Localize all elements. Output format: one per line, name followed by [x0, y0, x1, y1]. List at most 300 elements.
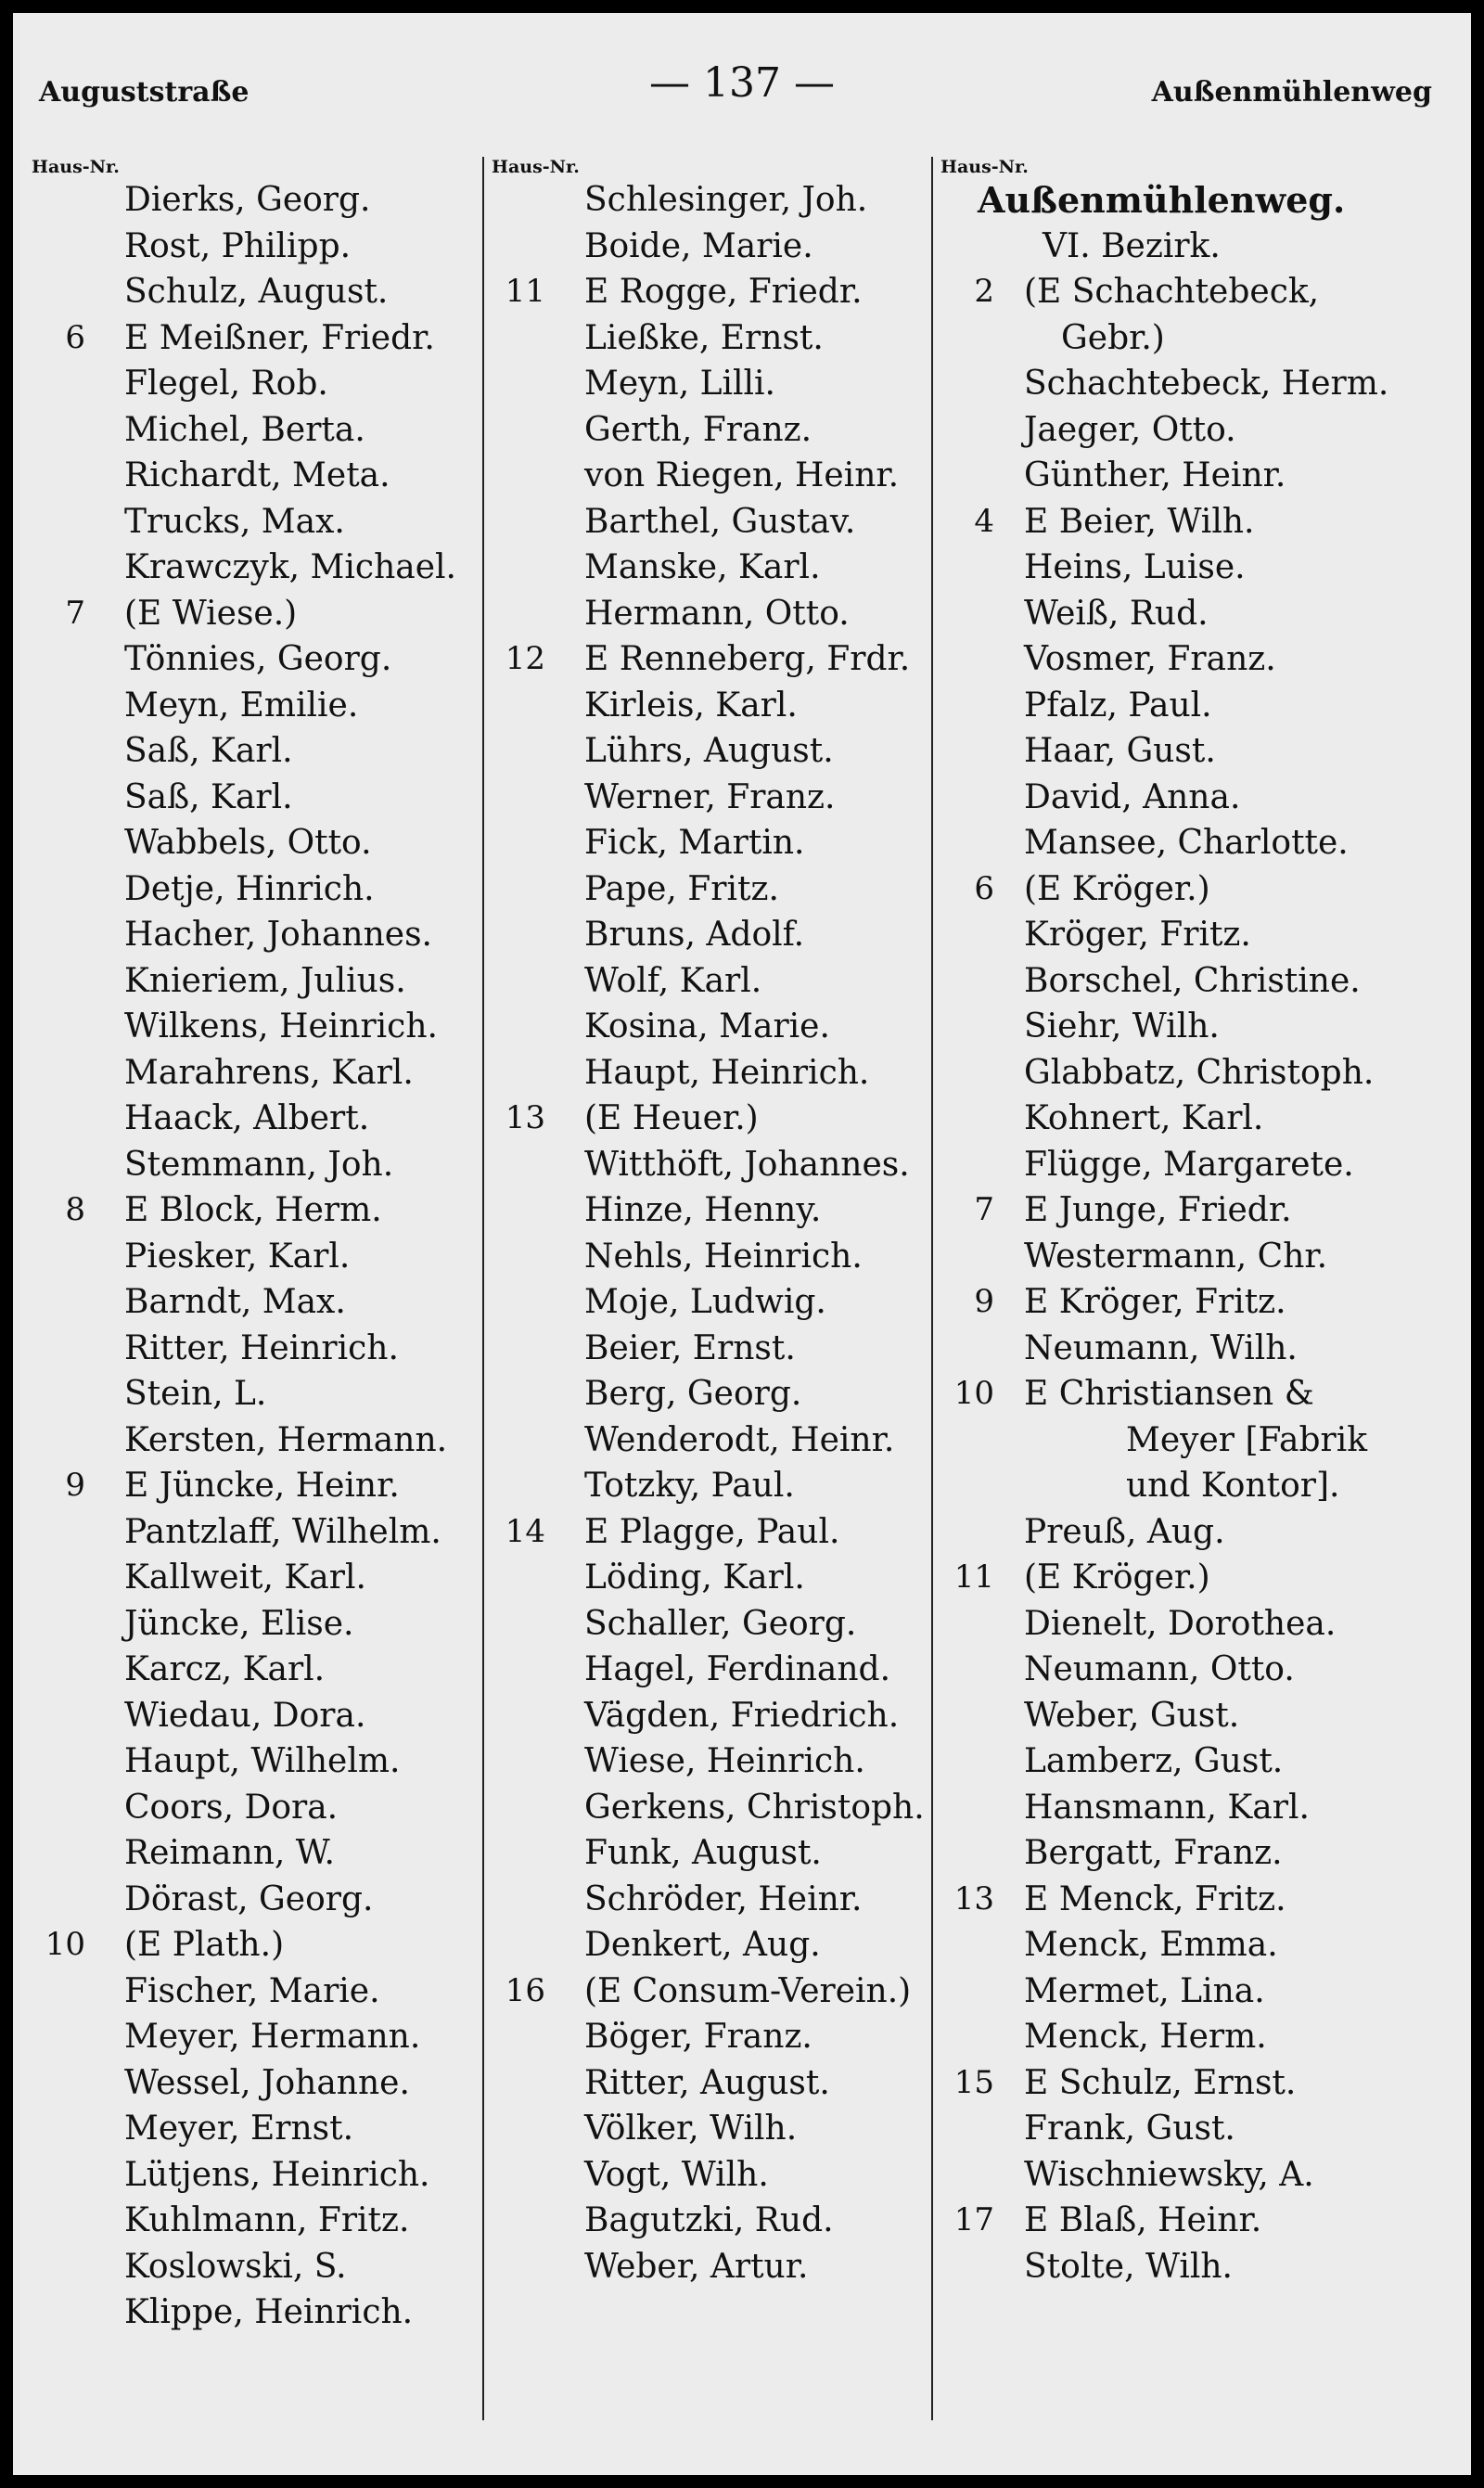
column-divider [482, 157, 484, 2420]
resident-name: Weber, Gust. [1024, 1696, 1240, 1735]
resident-name: Meyn, Lilli. [584, 365, 775, 403]
list-item [32, 2198, 482, 2244]
resident-name: Preuß, Aug. [1024, 1512, 1225, 1551]
list-item [32, 1785, 482, 1831]
resident-name: E Schulz, Ernst. [1024, 2063, 1297, 2102]
resident-name: Bagutzki, Rud. [584, 2201, 834, 2239]
resident-name: Michel, Berta. [124, 410, 365, 449]
list-item [940, 1693, 1456, 1739]
resident-name: Wiese, Heinrich. [584, 1742, 865, 1780]
list-item [32, 958, 482, 1005]
house-number: 2 [974, 273, 994, 310]
list-item [32, 315, 482, 362]
resident-name: Jaeger, Otto. [1024, 410, 1236, 449]
resident-name: Koslowski, S. [124, 2247, 347, 2286]
resident-name: Meyn, Emilie. [124, 686, 359, 725]
list-item [32, 1463, 482, 1509]
resident-name: (E Schachtebeck, [1024, 273, 1320, 311]
list-item [32, 499, 482, 545]
list-item [492, 2244, 942, 2290]
resident-name: (E Heuer.) [584, 1099, 759, 1137]
list-item [492, 1096, 942, 1142]
column-label: Haus-Nr. [32, 157, 120, 177]
resident-name: Barndt, Max. [124, 1283, 346, 1321]
list-item [32, 1417, 482, 1464]
list-item [492, 1693, 942, 1739]
list-item [32, 728, 482, 775]
resident-name: Neumann, Otto. [1024, 1650, 1295, 1688]
resident-name: Nehls, Heinrich. [584, 1237, 863, 1276]
list-item [492, 683, 942, 729]
resident-name: Richardt, Meta. [124, 456, 390, 494]
list-item [940, 958, 1456, 1005]
list-item [492, 866, 942, 913]
house-number: 12 [505, 640, 545, 677]
resident-name: Flügge, Margarete. [1024, 1145, 1354, 1184]
list-item [940, 2244, 1456, 2290]
list-item [492, 1326, 942, 1372]
resident-name: Dienelt, Dorothea. [1024, 1604, 1337, 1643]
resident-name: Karcz, Karl. [124, 1650, 326, 1688]
resident-name: E Christiansen & [1024, 1375, 1314, 1413]
list-item [940, 2060, 1456, 2107]
list-item [32, 2152, 482, 2199]
resident-name: Coors, Dora. [124, 1788, 339, 1827]
list-item [32, 2014, 482, 2060]
list-item [32, 361, 482, 407]
list-item [940, 912, 1456, 958]
list-item [940, 1234, 1456, 1280]
resident-name: Weber, Artur. [584, 2247, 809, 2286]
resident-name: Rost, Philipp. [124, 226, 352, 265]
resident-name: Ritter, Heinrich. [124, 1328, 399, 1367]
list-item [492, 728, 942, 775]
list-item [492, 958, 942, 1005]
list-item [940, 1326, 1456, 1372]
resident-name: Dierks, Georg. [124, 181, 371, 219]
list-item [492, 545, 942, 591]
resident-name: Wiedau, Dora. [124, 1696, 366, 1735]
resident-name: Ritter, August. [584, 2063, 830, 2102]
list-item [940, 1187, 1456, 1234]
house-number: 6 [65, 318, 85, 356]
resident-name: Stein, L. [124, 1375, 267, 1413]
resident-name: von Riegen, Heinr. [584, 456, 900, 494]
list-item [940, 1969, 1456, 2015]
resident-name: Saß, Karl. [124, 777, 293, 816]
column-1 [32, 157, 482, 2420]
resident-name: Berg, Georg. [584, 1375, 802, 1413]
list-item [492, 1877, 942, 1923]
resident-name: Haupt, Heinrich. [584, 1053, 870, 1092]
list-item [32, 1279, 482, 1326]
list-item [32, 1371, 482, 1417]
resident-name: Pantzlaff, Wilhelm. [124, 1512, 441, 1551]
resident-name: Beier, Ernst. [584, 1328, 796, 1367]
resident-name: Haack, Albert. [124, 1099, 370, 1137]
list-item [492, 591, 942, 637]
resident-name: Fick, Martin. [584, 824, 805, 862]
list-item [492, 361, 942, 407]
house-number: 14 [505, 1512, 545, 1550]
resident-name: Werner, Franz. [584, 777, 836, 816]
list-item [492, 2014, 942, 2060]
resident-name: Frank, Gust. [1024, 2110, 1235, 2148]
resident-name: (E Consum-Verein.) [584, 1971, 912, 2010]
resident-name: Lührs, August. [584, 732, 834, 770]
list-item [32, 2060, 482, 2107]
list-item [940, 2014, 1456, 2060]
resident-name: Neumann, Wilh. [1024, 1328, 1298, 1367]
list-item [492, 1463, 942, 1509]
resident-name: Hermann, Otto. [584, 594, 850, 633]
page-header [13, 59, 1471, 124]
house-number: 4 [974, 502, 994, 540]
list-item [492, 2060, 942, 2107]
list-item [32, 1969, 482, 2015]
resident-name: Haupt, Wilhelm. [124, 1742, 401, 1780]
list-item [940, 1509, 1456, 1556]
list-item [32, 683, 482, 729]
resident-name: Kröger, Fritz. [1024, 916, 1251, 954]
list-item [492, 1279, 942, 1326]
list-item [32, 1922, 482, 1969]
resident-name: Ließke, Ernst. [584, 318, 824, 357]
house-number: 15 [953, 2063, 994, 2101]
page-number: — 137 — [649, 59, 835, 107]
list-item [492, 2152, 942, 2199]
resident-name: Krawczyk, Michael. [124, 548, 456, 586]
resident-name: Kallweit, Karl. [124, 1558, 366, 1597]
list-item [32, 912, 482, 958]
resident-name: E Blaß, Heinr. [1024, 2201, 1262, 2239]
list-item [32, 1187, 482, 1234]
resident-name: Menck, Herm. [1024, 2018, 1267, 2056]
resident-name: E Plagge, Paul. [584, 1512, 840, 1551]
house-number: 11 [505, 273, 545, 310]
list-item [492, 912, 942, 958]
resident-name: Gebr.) [1061, 318, 1165, 357]
list-item [940, 269, 1456, 315]
house-number: 9 [974, 1283, 994, 1320]
resident-name: E Menck, Fritz. [1024, 1879, 1286, 1918]
resident-name: Flegel, Rob. [124, 365, 328, 403]
resident-name: Vogt, Wilh. [584, 2155, 769, 2194]
resident-name: Funk, August. [584, 1834, 822, 1872]
resident-name: E Renneberg, Frdr. [584, 640, 911, 678]
list-item [940, 1050, 1456, 1097]
resident-name: Wenderodt, Heinr. [584, 1420, 895, 1459]
resident-name: Kuhlmann, Fritz. [124, 2201, 410, 2239]
column-label: Haus-Nr. [940, 157, 1029, 177]
list-item [32, 1877, 482, 1923]
list-item [32, 1050, 482, 1097]
list-item [32, 407, 482, 454]
resident-name: Gerkens, Christoph. [584, 1788, 925, 1827]
list-item [940, 499, 1456, 545]
list-item [32, 1647, 482, 1693]
list-item [940, 1738, 1456, 1785]
resident-name: Löding, Karl. [584, 1558, 805, 1597]
list-item [940, 1830, 1456, 1877]
resident-name: Kirleis, Karl. [584, 686, 798, 725]
resident-name: Meyer, Hermann. [124, 2018, 421, 2056]
list-item [492, 636, 942, 683]
house-number: 9 [65, 1467, 85, 1504]
resident-name: Hinze, Henny. [584, 1191, 822, 1229]
list-item [940, 866, 1456, 913]
district-heading [940, 224, 1456, 270]
resident-name: Fischer, Marie. [124, 1971, 380, 2010]
list-item [940, 2152, 1456, 2199]
list-item [32, 820, 482, 866]
resident-name: Kohnert, Karl. [1024, 1099, 1264, 1137]
list-item [492, 453, 942, 499]
list-item [940, 1279, 1456, 1326]
resident-name: Bergatt, Franz. [1024, 1834, 1283, 1872]
resident-name: Meyer [Fabrik [1126, 1420, 1368, 1459]
list-item [940, 1004, 1456, 1050]
list-item [32, 1830, 482, 1877]
list-item [32, 1555, 482, 1601]
house-number: 16 [505, 1971, 545, 2009]
list-item [940, 1922, 1456, 1969]
column-2 [492, 157, 942, 2420]
list-item [32, 177, 482, 224]
resident-name: Wolf, Karl. [584, 961, 762, 1000]
list-item [32, 636, 482, 683]
resident-name: Kosina, Marie. [584, 1007, 830, 1045]
resident-name: Reimann, W. [124, 1834, 335, 1872]
resident-name: VI. Bezirk. [1043, 226, 1221, 265]
list-item [940, 683, 1456, 729]
list-item [32, 1326, 482, 1372]
resident-name: Detje, Hinrich. [124, 869, 375, 908]
list-item [940, 361, 1456, 407]
resident-name: Saß, Karl. [124, 732, 293, 770]
resident-name: Günther, Heinr. [1024, 456, 1286, 494]
list-item [940, 1785, 1456, 1831]
list-item [940, 1463, 1456, 1509]
list-item [492, 2198, 942, 2244]
list-item [492, 315, 942, 362]
list-item [492, 775, 942, 821]
list-item [492, 1509, 942, 1556]
list-item [32, 591, 482, 637]
resident-name: Mansee, Charlotte. [1024, 824, 1349, 862]
header-left-street: Auguststraße [39, 76, 249, 109]
resident-name: Schlesinger, Joh. [584, 181, 868, 219]
house-number: 13 [505, 1099, 545, 1136]
resident-name: Klippe, Heinrich. [124, 2293, 414, 2331]
resident-name: Weiß, Rud. [1024, 594, 1209, 633]
resident-name: (E Kröger.) [1024, 1558, 1210, 1597]
resident-name: E Block, Herm. [124, 1191, 382, 1229]
list-item [940, 1601, 1456, 1648]
resident-name: Schröder, Heinr. [584, 1879, 863, 1918]
resident-name: Böger, Franz. [584, 2018, 812, 2056]
resident-name: David, Anna. [1024, 777, 1241, 816]
resident-name: Dörast, Georg. [124, 1879, 374, 1918]
list-item [492, 177, 942, 224]
resident-name: Boide, Marie. [584, 226, 813, 265]
list-item [32, 1096, 482, 1142]
resident-name: E Rogge, Friedr. [584, 273, 863, 311]
list-item [492, 1555, 942, 1601]
list-item [940, 1371, 1456, 1417]
resident-name: Westermann, Chr. [1024, 1237, 1328, 1276]
list-item [492, 407, 942, 454]
list-item [492, 1142, 942, 1188]
resident-name: Jüncke, Elise. [124, 1604, 354, 1643]
list-item [940, 407, 1456, 454]
resident-name: Außenmühlenweg. [978, 179, 1346, 221]
resident-name: Marahrens, Karl. [124, 1053, 414, 1092]
resident-name: Denkert, Aug. [584, 1926, 821, 1964]
list-item [32, 1234, 482, 1280]
house-number: 10 [45, 1926, 85, 1963]
list-item [32, 1142, 482, 1188]
list-item [492, 1050, 942, 1097]
resident-name: Borschel, Christine. [1024, 961, 1361, 1000]
resident-name: Menck, Emma. [1024, 1926, 1278, 1964]
resident-name: Völker, Wilh. [584, 2110, 798, 2148]
list-item [492, 1969, 942, 2015]
list-item [940, 1647, 1456, 1693]
resident-name: E Beier, Wilh. [1024, 502, 1255, 541]
house-number: 17 [953, 2201, 994, 2238]
resident-name: Mermet, Lina. [1024, 1971, 1265, 2010]
list-item [940, 591, 1456, 637]
resident-name: Siehr, Wilh. [1024, 1007, 1220, 1045]
resident-name: Vägden, Friedrich. [584, 1696, 900, 1735]
list-item [492, 1922, 942, 1969]
resident-name: Heins, Luise. [1024, 548, 1246, 586]
list-item [32, 1004, 482, 1050]
resident-name: Bruns, Adolf. [584, 916, 805, 954]
resident-name: Schachtebeck, Herm. [1024, 365, 1389, 403]
resident-name: Vosmer, Franz. [1024, 640, 1276, 678]
resident-name: Manske, Karl. [584, 548, 821, 586]
list-item [940, 545, 1456, 591]
resident-name: Wessel, Johanne. [124, 2063, 410, 2102]
resident-name: Pfalz, Paul. [1024, 686, 1212, 725]
house-number: 13 [953, 1879, 994, 1917]
resident-name: Hagel, Ferdinand. [584, 1650, 891, 1688]
resident-name: E Junge, Friedr. [1024, 1191, 1292, 1229]
list-item [492, 1187, 942, 1234]
list-item [492, 1004, 942, 1050]
resident-name: Moje, Ludwig. [584, 1283, 826, 1321]
resident-name: (E Kröger.) [1024, 869, 1210, 908]
resident-name: Barthel, Gustav. [584, 502, 856, 541]
resident-name: Kersten, Hermann. [124, 1420, 448, 1459]
resident-name: E Meißner, Friedr. [124, 318, 435, 357]
list-item [492, 269, 942, 315]
resident-name: Lütjens, Heinrich. [124, 2155, 430, 2194]
list-item [32, 1738, 482, 1785]
list-item [32, 775, 482, 821]
resident-name: Tönnies, Georg. [124, 640, 392, 678]
list-item [492, 224, 942, 270]
house-number: 6 [974, 869, 994, 907]
resident-name: Stolte, Wilh. [1024, 2247, 1233, 2286]
resident-name: Haar, Gust. [1024, 732, 1216, 770]
list-item [32, 2244, 482, 2290]
list-item [940, 1142, 1456, 1188]
list-item [940, 315, 1456, 362]
resident-name: und Kontor]. [1126, 1467, 1340, 1505]
list-item [32, 2289, 482, 2336]
list-item [492, 1647, 942, 1693]
resident-name: E Jüncke, Heinr. [124, 1467, 400, 1505]
list-item [32, 545, 482, 591]
resident-name: Lamberz, Gust. [1024, 1742, 1284, 1780]
resident-name: (E Plath.) [124, 1926, 285, 1964]
resident-name: E Kröger, Fritz. [1024, 1283, 1286, 1321]
resident-name: Wilkens, Heinrich. [124, 1007, 438, 1045]
house-number: 11 [953, 1558, 994, 1596]
resident-name: (E Wiese.) [124, 594, 298, 633]
resident-name: Hacher, Johannes. [124, 916, 432, 954]
list-item [32, 1601, 482, 1648]
resident-name: Schaller, Georg. [584, 1604, 857, 1643]
list-item [940, 2198, 1456, 2244]
resident-name: Wabbels, Otto. [124, 824, 372, 862]
list-item [492, 820, 942, 866]
resident-name: Piesker, Karl. [124, 1237, 351, 1276]
list-item [492, 1601, 942, 1648]
list-item [492, 1417, 942, 1464]
house-number: 7 [65, 594, 85, 632]
house-number: 10 [953, 1375, 994, 1412]
list-item [32, 224, 482, 270]
resident-name: Pape, Fritz. [584, 869, 779, 908]
column-3 [940, 157, 1456, 2420]
resident-name: Witthöft, Johannes. [584, 1145, 910, 1184]
resident-name: Schulz, August. [124, 273, 389, 311]
resident-name: Wischniewsky, A. [1024, 2155, 1314, 2194]
resident-name: Hansmann, Karl. [1024, 1788, 1310, 1827]
column-label: Haus-Nr. [492, 157, 580, 177]
resident-name: Totzky, Paul. [584, 1467, 795, 1505]
list-item [940, 775, 1456, 821]
directory-page [13, 13, 1471, 2475]
list-item [32, 866, 482, 913]
street-heading [940, 177, 1456, 224]
header-right-street: Außenmühlenweg [1151, 76, 1432, 109]
house-number: 8 [65, 1191, 85, 1228]
list-item [940, 1555, 1456, 1601]
house-number: 7 [974, 1191, 994, 1228]
list-item [940, 1096, 1456, 1142]
list-item [492, 1785, 942, 1831]
list-item [940, 1417, 1456, 1464]
list-item [940, 728, 1456, 775]
list-item [492, 1234, 942, 1280]
resident-name: Stemmann, Joh. [124, 1145, 394, 1184]
list-item [32, 1693, 482, 1739]
resident-name: Gerth, Franz. [584, 410, 812, 449]
list-item [940, 1877, 1456, 1923]
list-item [32, 1509, 482, 1556]
list-item [940, 636, 1456, 683]
list-item [32, 453, 482, 499]
resident-name: Trucks, Max. [124, 502, 345, 541]
list-item [32, 269, 482, 315]
list-item [940, 820, 1456, 866]
list-item [32, 2106, 482, 2152]
